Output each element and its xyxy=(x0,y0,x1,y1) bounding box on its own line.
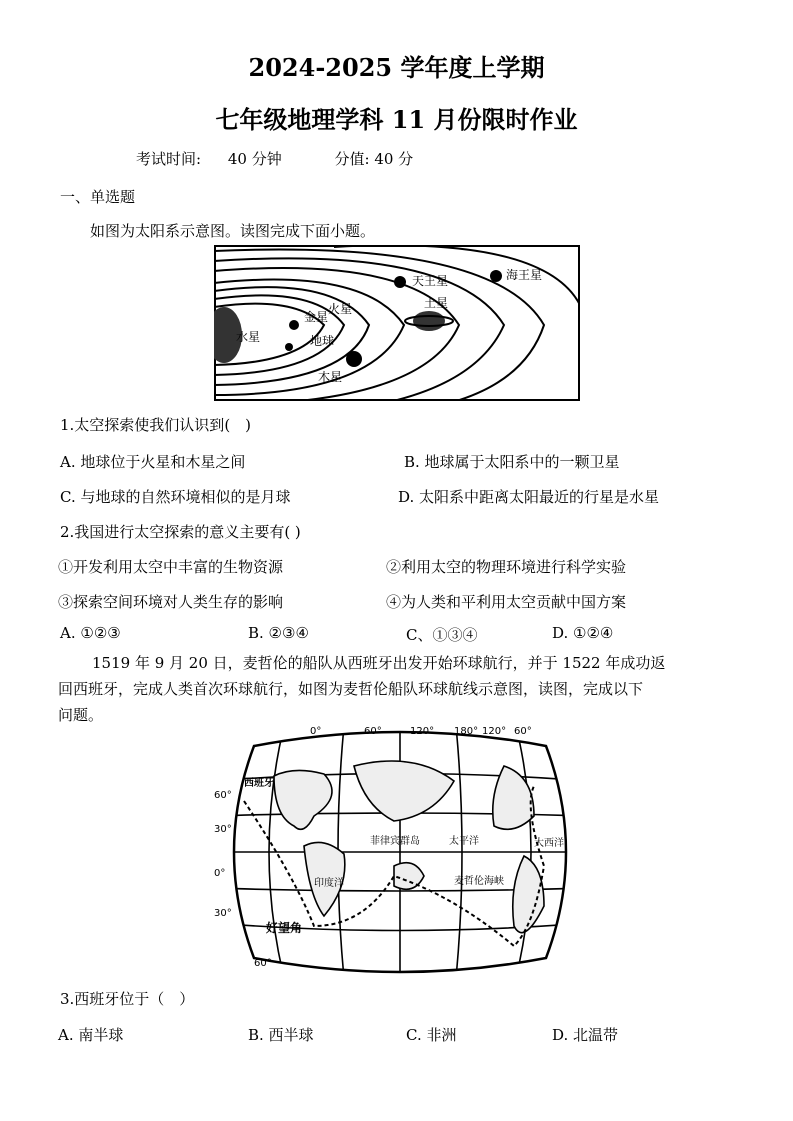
lon-label-60: 60° xyxy=(364,726,382,737)
lon-label-0: 0° xyxy=(310,726,322,737)
label-earth: 地球 xyxy=(310,334,335,348)
solar-system-figure xyxy=(214,245,580,401)
lat-label-60n: 60° xyxy=(214,790,232,801)
q2-statement-3: ③探索空间环境对人类生存的影响 xyxy=(58,593,284,611)
time-value: 40 分钟 xyxy=(227,150,282,168)
intro-paragraph-2-line3: 问题。 xyxy=(58,706,104,724)
q2-statement-1: ①开发利用太空中丰富的生物资源 xyxy=(58,558,284,576)
label-uranus: 天王星 xyxy=(412,274,449,288)
section-heading: 一、单选题 xyxy=(60,188,136,206)
saturn-dot xyxy=(413,311,445,331)
label-mercury: 水星 xyxy=(236,330,261,344)
q1-stem: 1.太空探索使我们认识到( ) xyxy=(60,416,252,434)
label-jupiter: 木星 xyxy=(318,370,343,384)
q1-option-c: C. 与地球的自然环境相似的是月球 xyxy=(60,488,291,506)
label-mars: 火星 xyxy=(328,302,353,316)
q2-statement-4: ④为人类和平利用太空贡献中国方案 xyxy=(386,593,627,611)
label-philippines: 菲律宾群岛 xyxy=(370,836,420,847)
q1-option-a: A. 地球位于火星和木星之间 xyxy=(60,453,246,471)
q1-option-d: D. 太阳系中距离太阳最近的行星是水星 xyxy=(398,488,660,506)
intro-paragraph-2-line2: 回西班牙，完成人类首次环球航行，如图为麦哲伦船队环球航线示意图，读图，完成以下 xyxy=(58,680,644,698)
q2-option-c: C、①③④ xyxy=(406,626,478,644)
score-label: 分值: xyxy=(334,150,370,168)
exam-info xyxy=(136,148,413,169)
label-strait: 麦哲伦海峡 xyxy=(454,876,504,887)
lat-label-0: 0° xyxy=(214,868,226,879)
doc-title-line2: 七年级地理学科 11 月份限时作业 xyxy=(215,105,578,134)
lon-label-180: 180° xyxy=(454,726,479,737)
label-venus: 金星 xyxy=(304,310,329,324)
neptune-dot xyxy=(490,270,502,282)
q3-stem: 3.西班牙位于（ ） xyxy=(60,990,195,1008)
earth-dot xyxy=(289,320,299,330)
lon-label-120: 120° xyxy=(410,726,435,737)
lon-label-60e: 60° xyxy=(514,726,532,737)
label-spain: 西班牙 xyxy=(244,778,274,789)
q3-option-d: D. 北温带 xyxy=(552,1026,619,1044)
lat-label-60s: 60° xyxy=(254,958,272,969)
label-cape-good-hope: 好望角 xyxy=(266,921,303,935)
label-indian-ocean: 印度洋 xyxy=(314,878,344,889)
label-neptune: 海王星 xyxy=(506,268,543,282)
label-saturn: 土星 xyxy=(424,296,449,310)
intro-paragraph-2-line1: 1519 年 9 月 20 日，麦哲伦的船队从西班牙出发开始环球航行，并于 1522 年成功返 xyxy=(92,654,666,672)
label-pacific: 太平洋 xyxy=(449,836,479,847)
q2-statement-2: ②利用太空的物理环境进行科学实验 xyxy=(386,558,627,576)
doc-title-line1: 2024-2025 学年度上学期 xyxy=(248,53,545,82)
lat-label-30s: 30° xyxy=(214,908,232,919)
lat-label-30n: 30° xyxy=(214,824,232,835)
time-label: 考试时间: xyxy=(136,150,202,168)
jupiter-dot xyxy=(346,351,362,367)
magellan-route-map xyxy=(214,726,586,978)
label-atlantic: 大西洋 xyxy=(534,838,564,849)
q2-option-a: A. ①②③ xyxy=(60,624,121,642)
q2-option-d: D. ①②④ xyxy=(552,624,614,642)
q1-option-b: B. 地球属于太阳系中的一颗卫星 xyxy=(404,453,620,471)
q3-option-a: A. 南半球 xyxy=(58,1026,124,1044)
intro-paragraph-1: 如图为太阳系示意图。读图完成下面小题。 xyxy=(90,222,376,240)
mercury-dot xyxy=(285,343,293,351)
uranus-dot xyxy=(394,276,406,288)
lon-label-120b: 120° xyxy=(482,726,507,737)
q3-option-b: B. 西半球 xyxy=(248,1026,314,1044)
q2-option-b: B. ②③④ xyxy=(248,624,309,642)
q2-stem: 2.我国进行太空探索的意义主要有( ) xyxy=(60,523,301,541)
score-value: 40 分 xyxy=(374,150,414,168)
q3-option-c: C. 非洲 xyxy=(406,1026,457,1044)
